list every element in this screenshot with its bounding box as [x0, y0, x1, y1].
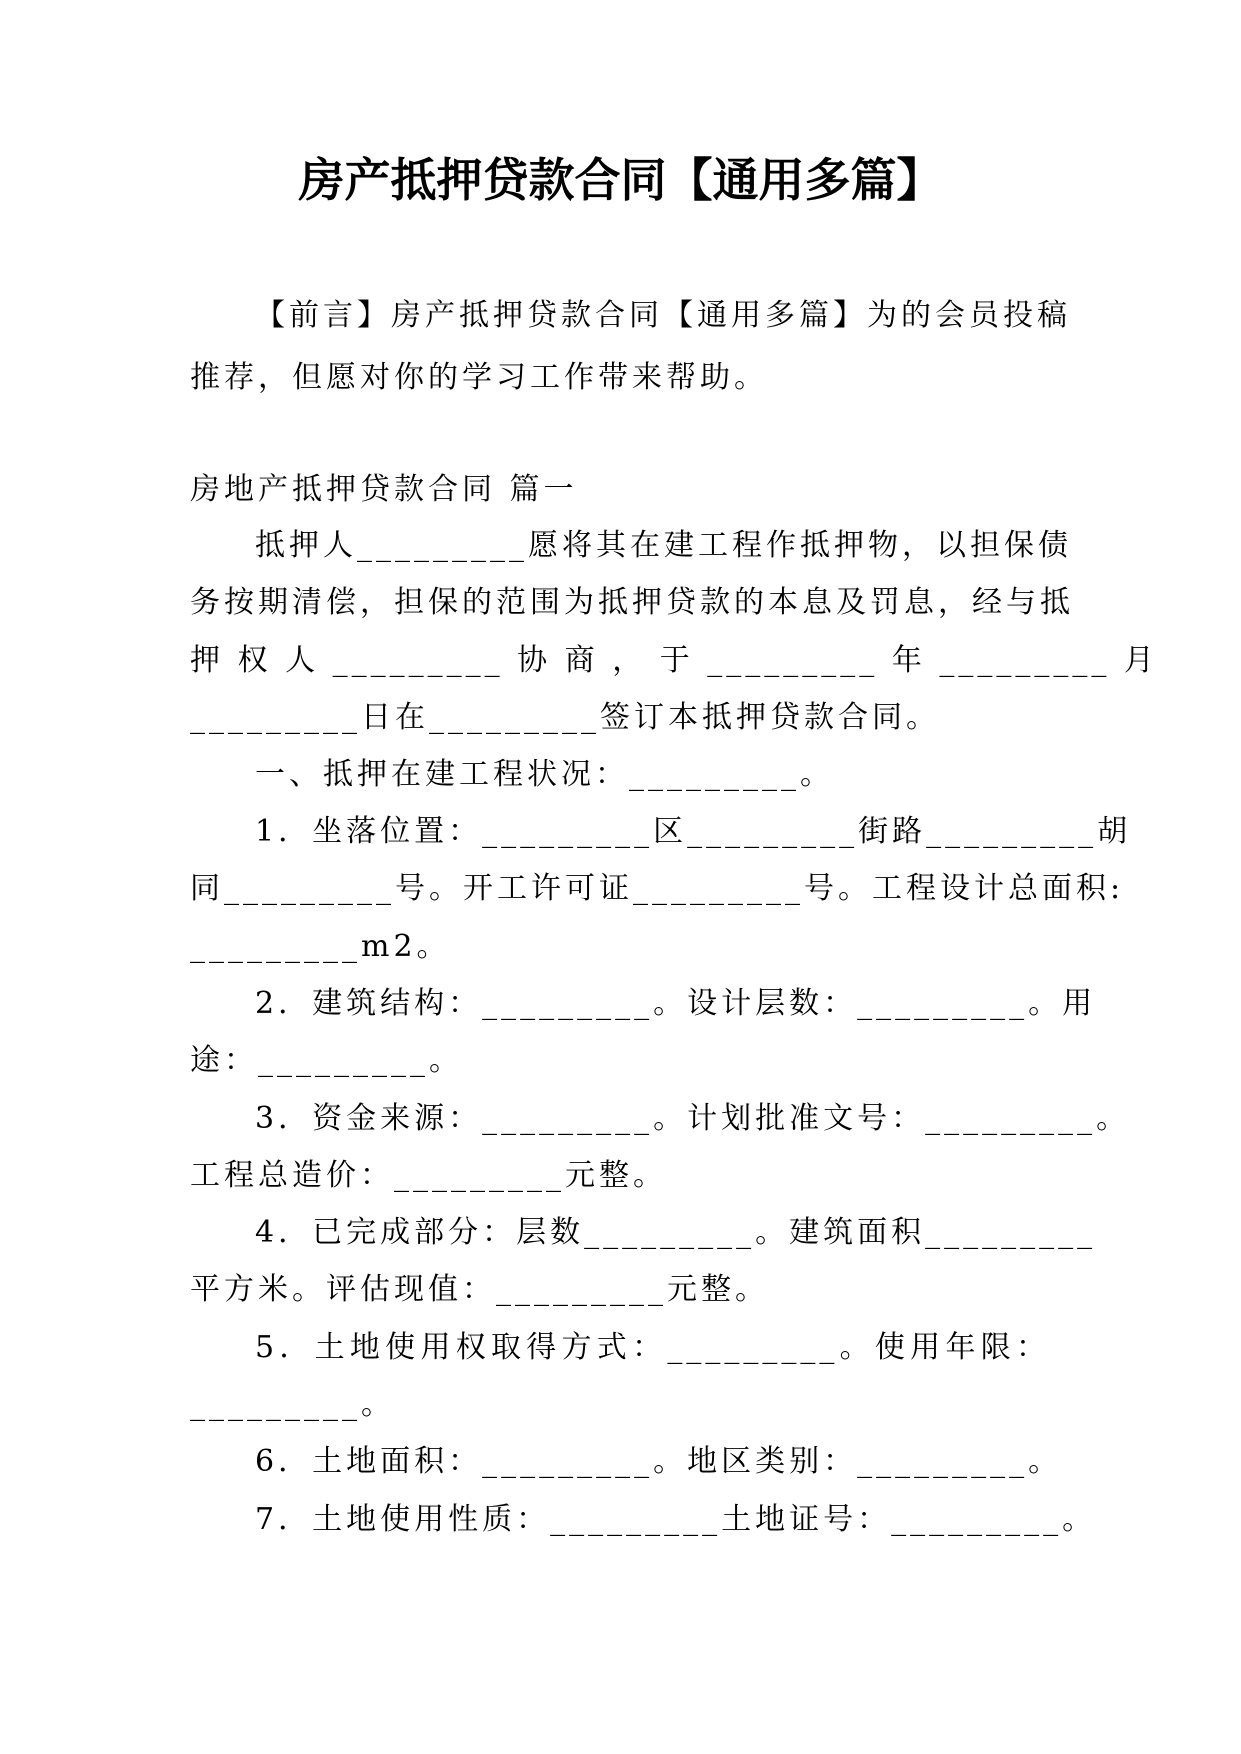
item-4-line-2: 平方米。评估现值：_________元整。	[190, 1272, 769, 1307]
document-title: 房产抵押贷款合同【通用多篇】	[298, 153, 943, 207]
body-line-1: 抵押人_________愿将其在建工程作抵押物，以担保债	[255, 528, 1072, 563]
section-heading: 房地产抵押贷款合同 篇一	[190, 472, 578, 507]
item-1-line-2: 同_________号。开工许可证_________号。工程设计总面积:	[190, 871, 1125, 906]
item-6-line-1: 6．土地面积：_________。地区类别：_________。	[255, 1444, 1063, 1479]
item-2-line-1: 2．建筑结构：_________。设计层数：_________。用	[255, 986, 1097, 1021]
item-2-line-2: 途：_________。	[190, 1043, 463, 1078]
item-3-line-2: 工程总造价：_________元整。	[190, 1158, 667, 1193]
clause-1-heading: 一、抵押在建工程状况：_________。	[255, 757, 834, 792]
item-5-line-2: _________。	[190, 1387, 395, 1422]
item-5-line-1: 5．土地使用权取得方式：_________。使用年限：	[255, 1330, 1050, 1365]
item-7-line-1: 7．土地使用性质：_________土地证号：_________。	[255, 1502, 1097, 1537]
preface-line-1: 【前言】房产抵押贷款合同【通用多篇】为的会员投稿	[255, 298, 1071, 333]
body-line-4: _________日在_________签订本抵押贷款合同。	[190, 700, 940, 735]
item-3-line-1: 3．资金来源：_________。计划批准文号：_________。	[255, 1101, 1131, 1136]
item-1-line-1: 1．坐落位置：_________区_________街路_________胡	[255, 814, 1132, 849]
body-line-3: 押 权 人 _________ 协 商 ， 于 _________ 年 _________ 月	[190, 643, 1158, 678]
body-line-2: 务按期清偿，担保的范围为抵押贷款的本息及罚息，经与抵	[190, 585, 1074, 620]
item-4-line-1: 4．已完成部分：层数_________。建筑面积_________	[255, 1215, 1097, 1250]
item-1-line-3: _________m2。	[190, 929, 451, 964]
preface-line-2: 推荐，但愿对你的学习工作带来帮助。	[190, 360, 768, 395]
